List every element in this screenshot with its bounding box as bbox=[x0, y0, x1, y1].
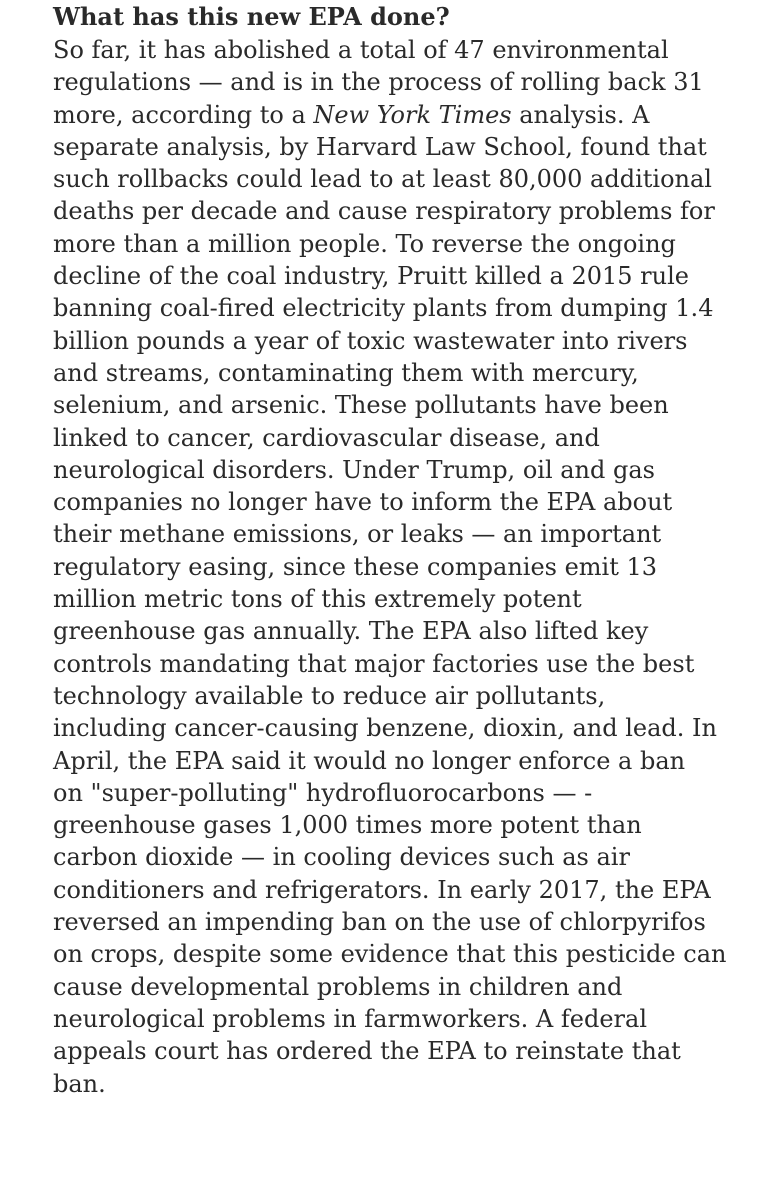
body-line bbox=[53, 841, 753, 873]
body-line-text: neurological disorders. Under Trump, oil and gas bbox=[53, 455, 655, 484]
body-line bbox=[53, 938, 753, 970]
body-line-text: on "super-polluting" hydrofluorocarbons — - bbox=[53, 778, 593, 807]
body-line-text: greenhouse gas annually. The EPA also lifted key bbox=[53, 617, 649, 646]
body-line-text: more, according to a bbox=[53, 100, 314, 129]
body-line-text: more than a million people. To reverse the ongoing bbox=[53, 229, 676, 258]
body-line bbox=[53, 809, 753, 841]
body-line bbox=[53, 583, 753, 615]
body-line bbox=[53, 1003, 753, 1035]
body-line-text: cause developmental problems in children and bbox=[53, 972, 623, 1001]
body-line bbox=[53, 486, 753, 518]
body-line bbox=[53, 906, 753, 938]
body-line bbox=[53, 971, 753, 1003]
body-line-text: greenhouse gases 1,000 times more potent than bbox=[53, 811, 642, 840]
body-line-text: reversed an impending ban on the use of chlorpyrifos bbox=[53, 908, 706, 937]
body-line bbox=[53, 422, 753, 454]
body-line-text: ban. bbox=[53, 1069, 106, 1098]
body-line bbox=[53, 1068, 753, 1100]
body-line bbox=[53, 551, 753, 583]
body-line-text: conditioners and refrigerators. In early 2017, the EPA bbox=[53, 875, 711, 904]
article bbox=[53, 0, 753, 1100]
body-line bbox=[53, 389, 753, 421]
body-line bbox=[53, 325, 753, 357]
publication-name: New York Times bbox=[313, 100, 512, 129]
body-line-text: April, the EPA said it would no longer enforce a ban bbox=[53, 746, 686, 775]
body-line bbox=[53, 680, 753, 712]
body-line bbox=[53, 163, 753, 195]
body-line bbox=[53, 712, 753, 744]
body-line-text: banning coal-fired electricity plants from dumping 1.4 bbox=[53, 294, 714, 323]
body-line-text: appeals court has ordered the EPA to reinstate that bbox=[53, 1037, 681, 1066]
body-line bbox=[53, 518, 753, 550]
body-line bbox=[53, 454, 753, 486]
body-line bbox=[53, 195, 753, 227]
body-line-text: So far, it has abolished a total of 47 environmental bbox=[53, 36, 669, 64]
article-heading: What has this new EPA done? bbox=[53, 2, 450, 31]
body-line-text: regulations — and is in the process of rolling back 31 bbox=[53, 68, 704, 97]
body-line-text: selenium, and arsenic. These pollutants have been bbox=[53, 391, 669, 420]
body-line-text: analysis. A bbox=[511, 100, 650, 129]
body-line bbox=[53, 357, 753, 389]
body-line bbox=[53, 648, 753, 680]
body-line bbox=[53, 131, 753, 163]
body-line bbox=[53, 34, 753, 66]
body-line-text: companies no longer have to inform the EPA about bbox=[53, 488, 673, 517]
body-line-text: decline of the coal industry, Pruitt killed a 2015 rule bbox=[53, 262, 689, 291]
body-line bbox=[53, 260, 753, 292]
body-line-text: technology available to reduce air pollutants, bbox=[53, 681, 606, 710]
body-line bbox=[53, 745, 753, 777]
body-line-text: their methane emissions, or leaks — an important bbox=[53, 520, 662, 549]
body-line-text: such rollbacks could lead to at least 80,000 additional bbox=[53, 165, 712, 194]
article-body bbox=[53, 34, 753, 1100]
body-line-text: separate analysis, by Harvard Law School, found that bbox=[53, 132, 707, 161]
body-line-text: controls mandating that major factories use the best bbox=[53, 649, 695, 678]
body-line-text: carbon dioxide — in cooling devices such as air bbox=[53, 843, 630, 872]
body-line bbox=[53, 66, 753, 98]
body-line bbox=[53, 292, 753, 324]
body-line-text: neurological problems in farmworkers. A federal bbox=[53, 1004, 647, 1033]
body-line-text: deaths per decade and cause respiratory problems for bbox=[53, 197, 715, 226]
body-line-text: on crops, despite some evidence that this pesticide can bbox=[53, 940, 727, 969]
body-line-text: and streams, contaminating them with mercury, bbox=[53, 358, 639, 387]
body-line-text: million metric tons of this extremely potent bbox=[53, 585, 582, 614]
body-line bbox=[53, 615, 753, 647]
body-line-text: linked to cancer, cardiovascular disease, and bbox=[53, 423, 600, 452]
body-line bbox=[53, 874, 753, 906]
body-line bbox=[53, 777, 753, 809]
body-line bbox=[53, 1035, 753, 1067]
body-line-text: regulatory easing, since these companies emit 13 bbox=[53, 552, 658, 581]
body-line-text: billion pounds a year of toxic wastewater into rivers bbox=[53, 326, 688, 355]
body-line bbox=[53, 99, 753, 131]
body-line-text: including cancer-causing benzene, dioxin, and lead. In bbox=[53, 714, 717, 743]
body-line bbox=[53, 228, 753, 260]
